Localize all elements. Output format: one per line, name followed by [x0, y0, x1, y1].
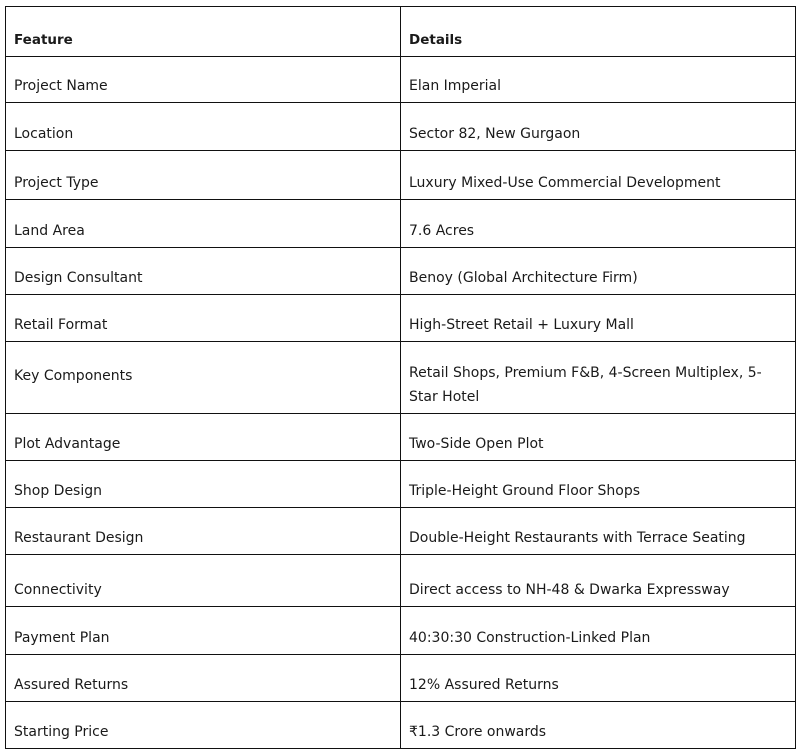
- details-cell: 7.6 Acres: [401, 200, 796, 248]
- feature-cell: Starting Price: [6, 702, 401, 749]
- feature-cell: Connectivity: [6, 555, 401, 607]
- details-cell: Double-Height Restaurants with Terrace Seating: [401, 508, 796, 555]
- feature-cell: Key Components: [6, 342, 401, 414]
- feature-cell: Assured Returns: [6, 655, 401, 702]
- feature-cell: Plot Advantage: [6, 414, 401, 461]
- details-cell: Elan Imperial: [401, 57, 796, 103]
- details-cell: 12% Assured Returns: [401, 655, 796, 702]
- details-cell: Triple-Height Ground Floor Shops: [401, 461, 796, 508]
- feature-cell: Land Area: [6, 200, 401, 248]
- details-cell: 40:30:30 Construction-Linked Plan: [401, 607, 796, 655]
- table-row: [6, 702, 796, 749]
- table-row: [6, 200, 796, 248]
- table-row: [6, 607, 796, 655]
- table-row: [6, 461, 796, 508]
- feature-cell: Retail Format: [6, 295, 401, 342]
- project-details-table: [5, 6, 796, 749]
- table-row: [6, 151, 796, 200]
- details-cell: Sector 82, New Gurgaon: [401, 103, 796, 151]
- details-cell: Retail Shops, Premium F&B, 4-Screen Multiplex, 5-Star Hotel: [401, 342, 796, 414]
- table-row: [6, 295, 796, 342]
- feature-cell: Shop Design: [6, 461, 401, 508]
- details-cell: Two-Side Open Plot: [401, 414, 796, 461]
- feature-cell: Restaurant Design: [6, 508, 401, 555]
- table-row: [6, 555, 796, 607]
- details-cell: High-Street Retail + Luxury Mall: [401, 295, 796, 342]
- header-feature: Feature: [6, 7, 401, 57]
- details-cell: ₹1.3 Crore onwards: [401, 702, 796, 749]
- feature-cell: Location: [6, 103, 401, 151]
- table-row: [6, 248, 796, 295]
- table-row: [6, 57, 796, 103]
- details-cell: Benoy (Global Architecture Firm): [401, 248, 796, 295]
- feature-cell: Payment Plan: [6, 607, 401, 655]
- details-cell: Direct access to NH-48 & Dwarka Expressway: [401, 555, 796, 607]
- header-details: Details: [401, 7, 796, 57]
- table-row: [6, 342, 796, 414]
- feature-cell: Project Name: [6, 57, 401, 103]
- details-cell: Luxury Mixed-Use Commercial Development: [401, 151, 796, 200]
- table-row: [6, 414, 796, 461]
- table-row: [6, 508, 796, 555]
- table-header-row: [6, 7, 796, 57]
- feature-cell: Project Type: [6, 151, 401, 200]
- table-row: [6, 655, 796, 702]
- feature-cell: Design Consultant: [6, 248, 401, 295]
- table-row: [6, 103, 796, 151]
